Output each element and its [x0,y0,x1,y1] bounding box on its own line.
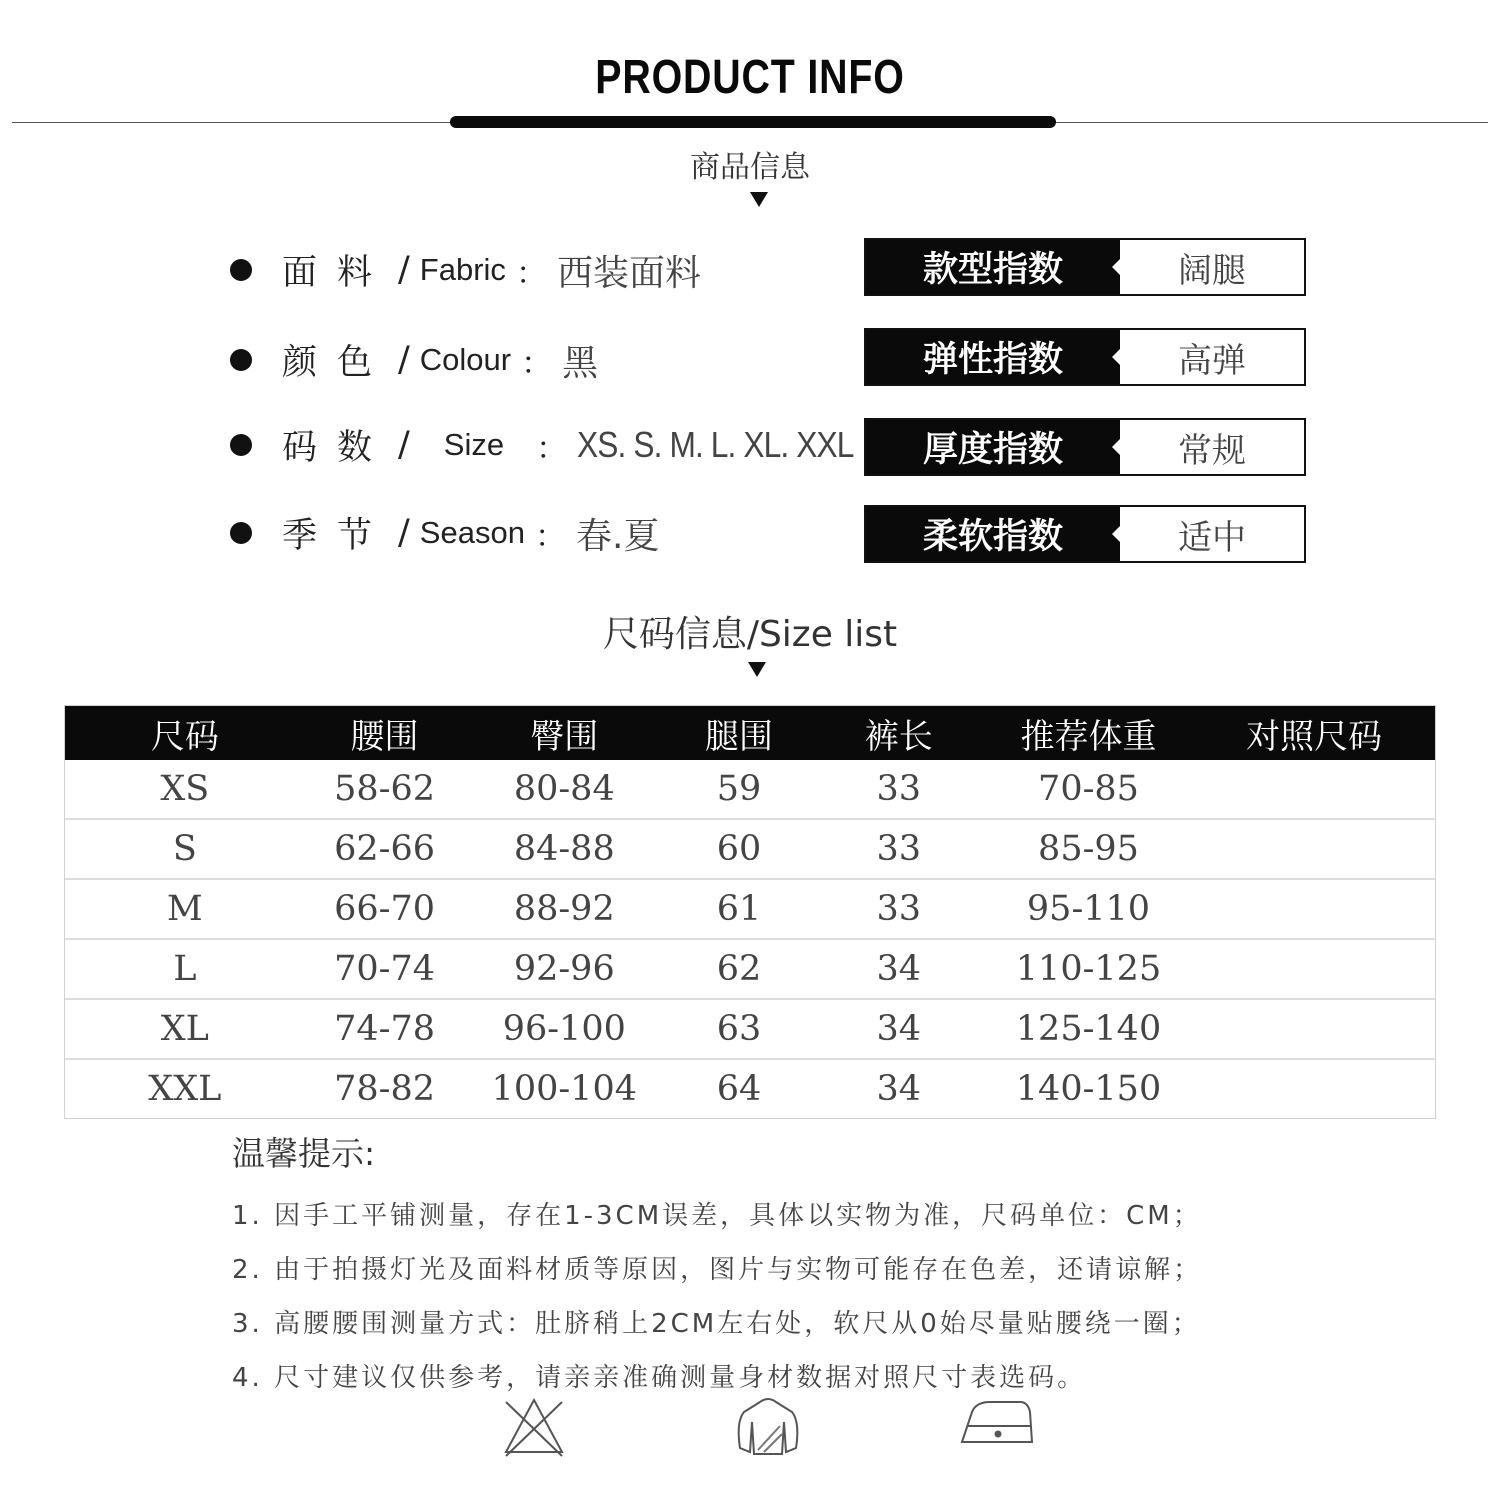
tips-title: 温馨提示: [232,1134,376,1173]
table-cell: 110-125 [1015,949,1162,989]
bullet-icon [230,522,252,544]
table-cell: 64 [716,1069,762,1109]
table-cell: 84-88 [513,829,615,869]
iron-low-icon [956,1392,1038,1452]
table-cell: 34 [876,1009,922,1049]
index-thickness [864,418,1306,476]
table-cell: 60 [716,829,762,869]
attribute-colon: ： [534,518,566,555]
attribute-cn-label: 季节 [282,516,393,556]
table-cell: 100-104 [491,1069,637,1109]
table-cell: 61 [716,889,762,929]
column-header: 腿围 [705,716,774,757]
table-cell: S [172,829,197,869]
index-value: 常规 [1178,430,1246,471]
table-cell: 85-95 [1038,829,1139,869]
attribute-cn-label: 面料 [282,253,393,293]
table-cell: 59 [716,769,762,809]
column-header: 腰围 [350,716,419,757]
tip-line: 2. 由于拍摄灯光及面料材质等原因，图片与实物可能存在色差，还请谅解； [232,1255,1203,1285]
table-row [65,760,1435,820]
table-cell: 70-85 [1038,769,1139,809]
size-table [64,705,1436,1119]
table-row [65,940,1435,1000]
attribute-separator: / [398,340,410,380]
column-header: 裤长 [864,716,933,757]
triangle-down-icon [750,192,768,207]
table-cell: 88-92 [513,889,615,929]
table-cell: 33 [876,829,922,869]
table-cell: 74-78 [334,1009,435,1049]
table-cell: XXL [148,1069,222,1109]
attribute-separator: / [398,425,410,465]
column-header: 推荐体重 [1020,716,1157,757]
index-elasticity [864,328,1306,386]
size-table-header [65,706,1435,760]
attribute-en-label: Fabric [419,252,506,287]
table-cell: 33 [876,769,922,809]
table-row [65,820,1435,880]
table-row [65,1060,1435,1118]
table-cell: 62-66 [334,829,435,869]
attribute-cn-label: 颜色 [282,343,393,383]
no-bleach-icon [498,1392,570,1464]
index-value: 高弹 [1178,340,1246,381]
page-title: PRODUCT INFO [595,51,905,104]
index-value: 阔腿 [1178,250,1246,291]
table-cell: 62 [716,949,762,989]
index-label: 款型指数 [866,240,1120,294]
attribute-colon: ： [515,255,547,292]
attribute-size [230,420,891,470]
attribute-season [230,508,659,558]
attribute-colon: ： [536,430,568,467]
index-label: 厚度指数 [866,420,1120,474]
table-cell: 70-74 [334,949,435,989]
column-header: 臀围 [530,716,599,757]
table-row [65,880,1435,940]
column-header: 对照尺码 [1246,716,1383,757]
page-subtitle: 商品信息 [690,150,810,185]
table-cell: 34 [876,1069,922,1109]
table-cell: 95-110 [1026,889,1151,929]
attribute-colon: ： [521,345,553,382]
table-cell: M [166,889,203,929]
table-cell: 125-140 [1015,1009,1162,1049]
attribute-value: 春.夏 [575,515,660,557]
attribute-fabric [230,245,701,295]
header-bar [450,116,1056,128]
table-cell: L [173,949,197,989]
tip-line: 1. 因手工平铺测量，存在1-3CM误差，具体以实物为准，尺码单位：CM； [232,1201,1202,1231]
table-cell: 63 [716,1009,762,1049]
table-cell: 58-62 [334,769,435,809]
attribute-cn-label: 码数 [282,428,393,468]
table-cell: 92-96 [513,949,615,989]
hang-dry-icon [730,1392,806,1464]
index-style [864,238,1306,296]
tip-line: 4. 尺寸建议仅供参考，请亲亲准确测量身材数据对照尺寸表选码。 [232,1363,1087,1393]
table-cell: 66-70 [334,889,435,929]
tips-section [232,1128,1202,1405]
attribute-separator: / [398,250,410,290]
tip-line: 3. 高腰腰围测量方式：肚脐稍上2CM左右处，软尺从0始尽量贴腰绕一圈； [232,1309,1201,1339]
table-cell: 33 [876,889,922,929]
size-list-title: 尺码信息/Size list [602,614,898,655]
table-cell: 78-82 [334,1069,435,1109]
triangle-down-icon [748,662,766,677]
index-label: 弹性指数 [866,330,1120,384]
attribute-separator: / [398,513,410,553]
attribute-value: 西装面料 [556,252,701,294]
bullet-icon [230,259,252,281]
table-cell: 34 [876,949,922,989]
attribute-en-label: Season [419,515,525,550]
index-label: 柔软指数 [866,507,1120,561]
column-header: 尺码 [150,716,219,757]
attribute-value: XS. S. M. L. XL. XXL [577,424,854,465]
attribute-value: 黑 [562,342,599,384]
table-cell: 80-84 [513,769,615,809]
bullet-icon [230,434,252,456]
index-softness [864,505,1306,563]
table-cell: 140-150 [1015,1069,1162,1109]
index-value: 适中 [1178,517,1246,558]
attribute-en-label: Size [443,427,505,462]
table-row [65,1000,1435,1060]
attribute-en-label: Colour [419,342,512,377]
attribute-colour [230,335,598,385]
table-cell: 96-100 [502,1009,626,1049]
bullet-icon [230,349,252,371]
table-cell: XL [160,1009,209,1049]
table-cell: XS [160,769,210,809]
